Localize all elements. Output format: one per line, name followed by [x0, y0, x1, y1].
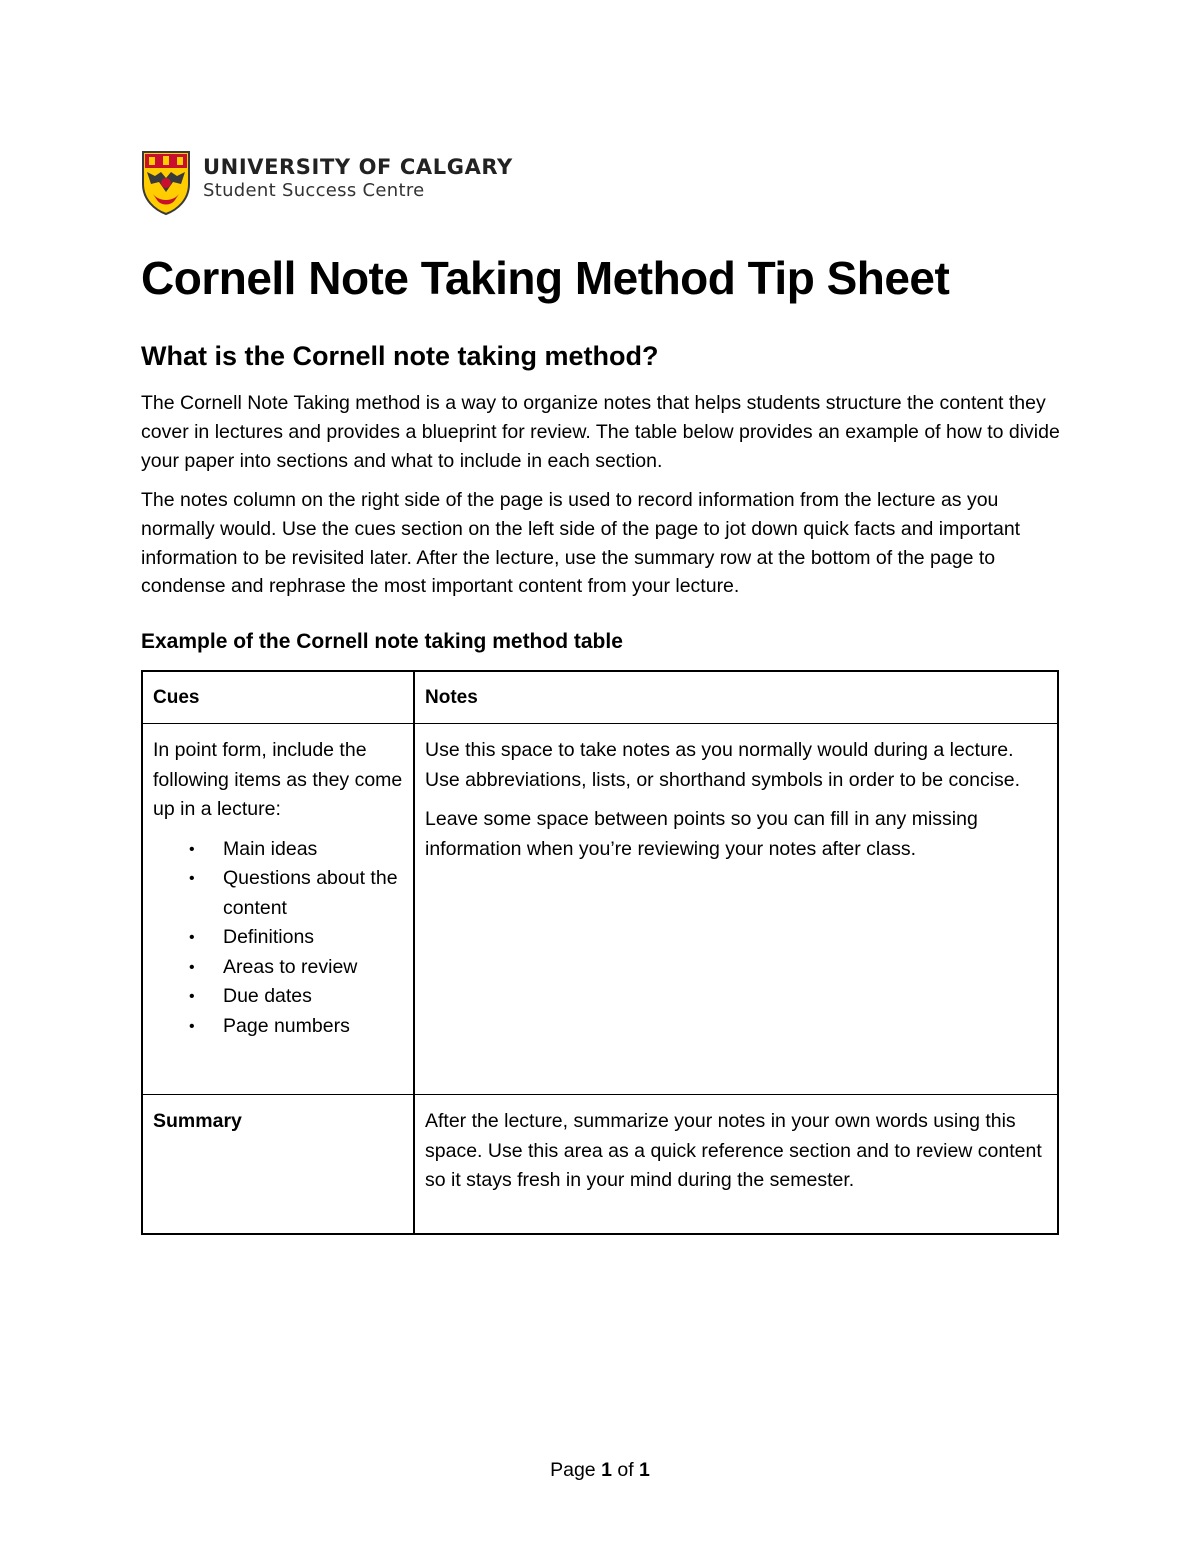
notes-cell [415, 724, 1057, 1094]
document-title: Cornell Note Taking Method Tip Sheet [141, 252, 950, 304]
page-label: Page [550, 1459, 596, 1481]
column-header-notes: Notes [425, 687, 478, 708]
table-summary-row [143, 1095, 1057, 1233]
list-item: • Questions about the content [153, 864, 403, 923]
summary-label: Summary [143, 1095, 415, 1233]
page-number [0, 1456, 1200, 1484]
column-header-cues: Cues [143, 672, 415, 723]
list-item: • Due dates [153, 982, 403, 1012]
page-current: 1 [601, 1459, 612, 1481]
bullet-icon: • [189, 929, 195, 946]
university-crest-icon [141, 150, 191, 216]
org-unit: Student Success Centre [203, 180, 425, 201]
intro-paragraph: The Cornell Note Taking method is a way to organize notes that helps students structure the content they cover in lectures and provides a blueprint for review. The table below provides an example of how to divide your paper into sections and what to include in each section. [141, 392, 1060, 472]
org-name: UNIVERSITY OF CALGARY [203, 155, 513, 179]
bullet-icon: • [189, 840, 195, 858]
cues-list [153, 835, 403, 1042]
cornell-table [141, 670, 1059, 1235]
notes-explanation-paragraph: The notes column on the right side of the page is used to record information from the lecture as you normally would. Use the cues section on the left side of the page to jot down quick facts and important information to be revisited later. After the lecture, use the summary row at the bottom of the page to condense and rephrase the most important content from your lecture. [141, 489, 1021, 598]
university-logo [141, 150, 513, 220]
list-item: • Main ideas [153, 835, 403, 865]
summary-cell: After the lecture, summarize your notes in your own words using this space. Use this area as a quick reference section and to review content so it stays fresh in your mind during the semester. [425, 1110, 1042, 1191]
table-heading: Example of the Cornell note taking method table [141, 630, 623, 653]
bullet-icon: • [189, 1017, 195, 1035]
section-heading: What is the Cornell note taking method? [141, 341, 659, 371]
bullet-icon: • [189, 870, 195, 887]
page-of: of [617, 1459, 634, 1481]
list-item: • Areas to review [153, 953, 403, 983]
notes-paragraph: Leave some space between points so you can fill in any missing information when you’re reviewing your notes after class. [425, 808, 978, 860]
org-text [203, 150, 513, 202]
cues-intro: In point form, include the following items as they come up in a lecture: [153, 739, 403, 820]
page-total: 1 [639, 1459, 650, 1481]
bullet-icon: • [189, 988, 195, 1005]
notes-paragraph: Use this space to take notes as you normally would during a lecture. Use abbreviations, lists, or shorthand symbols in order to be concise. [425, 739, 1021, 791]
list-item: • Page numbers [153, 1012, 403, 1042]
bullet-icon: • [189, 958, 195, 976]
table-header-row [143, 672, 1057, 724]
table-body-row [143, 724, 1057, 1095]
list-item: • Definitions [153, 923, 403, 953]
cues-cell [143, 724, 415, 1094]
